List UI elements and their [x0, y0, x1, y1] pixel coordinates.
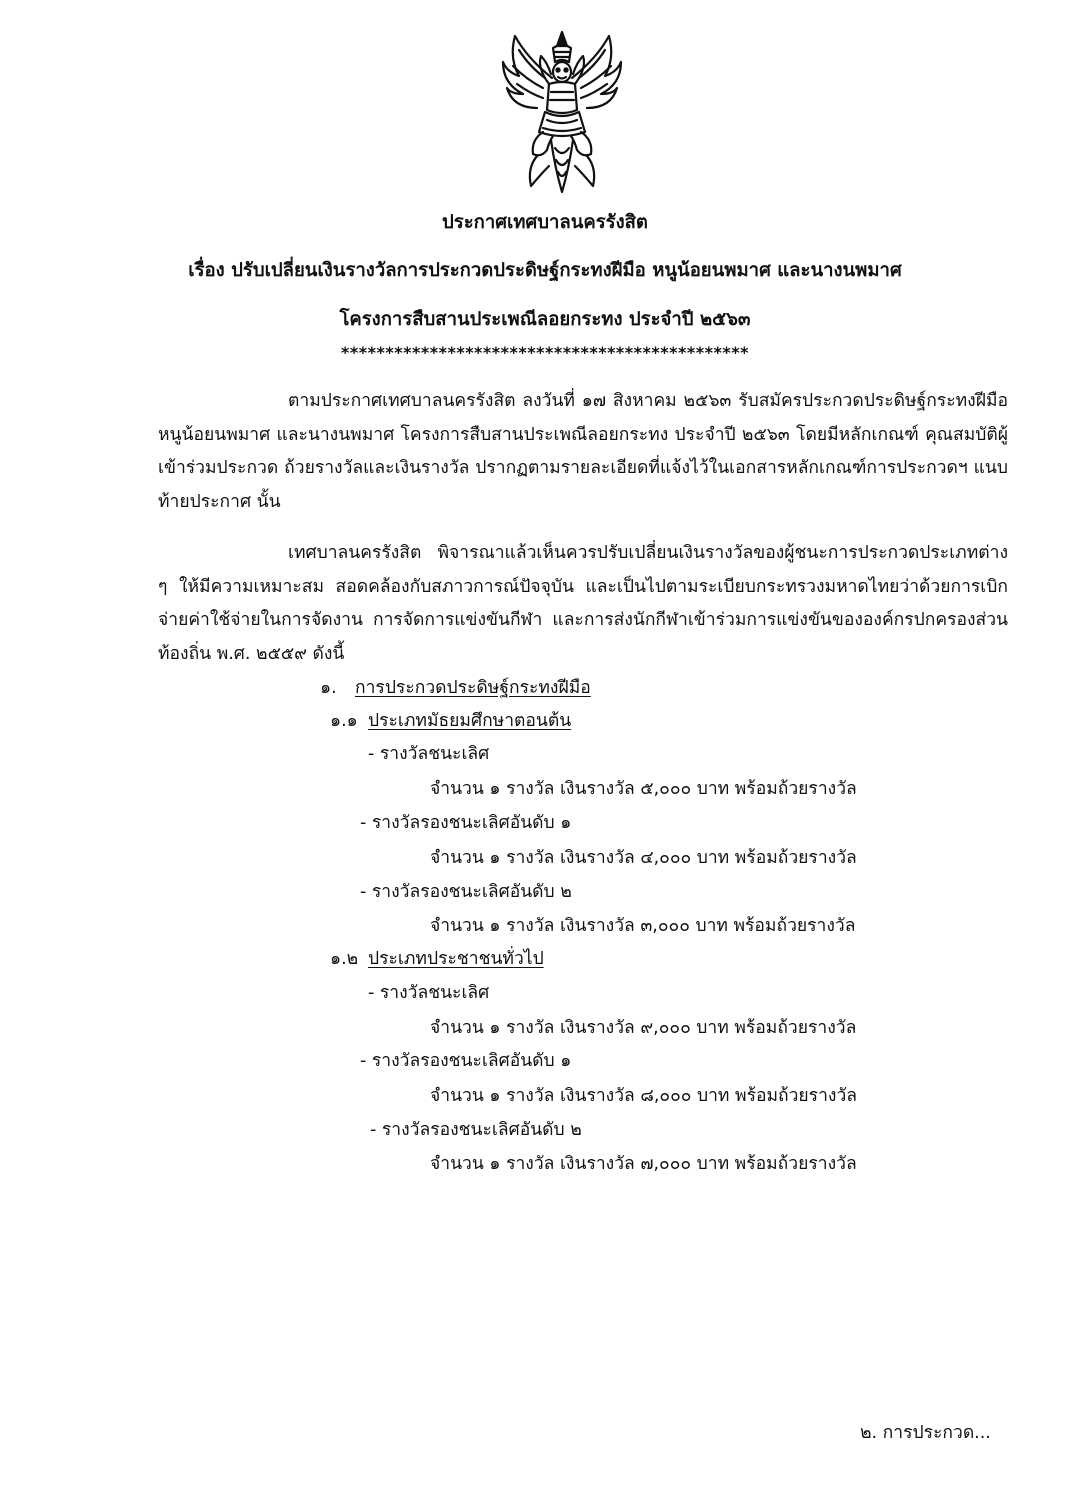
- award-name: - รางวัลรองชนะเลิศอันดับ ๑: [360, 813, 572, 833]
- award-name: - รางวัลรองชนะเลิศอันดับ ๒: [360, 882, 572, 902]
- award-detail: จำนวน ๑ รางวัล เงินรางวัล ๗,๐๐๐ บาท พร้อมถ้วยรางวัล: [430, 1154, 857, 1174]
- subsection-1-2-number: ๑.๒: [330, 949, 359, 969]
- award-detail: จำนวน ๑ รางวัล เงินรางวัล ๘,๐๐๐ บาท พร้อมถ้วยรางวัล: [430, 1086, 858, 1106]
- award-detail: จำนวน ๑ รางวัล เงินรางวัล ๔,๐๐๐ บาท พร้อมถ้วยรางวัล: [430, 848, 857, 868]
- paragraph-1: ตามประกาศเทศบาลนครรังสิต ลงวันที่ ๑๗ สิงหาคม ๒๕๖๓ รับสมัครประกวดประดิษฐ์กระทงฝีมือ หนูน้อยนพมาศ และนางนพมาศ โครงการสืบสานประเพณีลอยกระทง ประจำปี ๒๕๖๓ โดยมีหลักเกณฑ์ คุณสมบัติผู้เข้าร่วมประกวด ถ้วยรางวัลและเงินรางวัล ปรากฏตามรายละเอียดที่แจ้งไว้ในเอกสารหลักเกณฑ์การประกวดฯ แนบท้ายประกาศ นั้น: [158, 391, 1008, 512]
- section-1-number: ๑.: [320, 678, 337, 698]
- paragraph-2: เทศบาลนครรังสิต พิจารณาแล้วเห็นควรปรับเปลี่ยนเงินรางวัลของผู้ชนะการประกวดประเภทต่าง ๆ ให้มีความเหมาะสม สอดคล้องกับสภาวการณ์ปัจจุบัน และเป็นไปตามระเบียบกระทรวงมหาดไทยว่าด้วยการเบิกจ่ายค่าใช้จ่ายในการจัดงาน การจัดการแข่งขันกีฬา และการส่งนักกีฬาเข้าร่วมการแข่งขันขององค์กรปกครองส่วนท้องถิ่น พ.ศ. ๒๕๕๙ ดังนี้: [158, 543, 1008, 664]
- page-continuation: ๒. การประกวด...: [860, 1423, 991, 1443]
- garuda-emblem-icon: [497, 28, 627, 198]
- project-name: โครงการสืบสานประเพณีลอยกระทง ประจำปี ๒๕๖๓: [339, 309, 751, 330]
- divider-stars: **********************************************: [341, 343, 749, 362]
- subsection-1-1-title: ประเภทมัธยมศึกษาตอนต้น: [368, 711, 572, 731]
- award-name: - รางวัลชนะเลิศ: [368, 744, 490, 764]
- award-detail: จำนวน ๑ รางวัล เงินรางวัล ๓,๐๐๐ บาท พร้อมถ้วยรางวัล: [430, 916, 856, 936]
- award-detail: จำนวน ๑ รางวัล เงินรางวัล ๙,๐๐๐ บาท พร้อมถ้วยรางวัล: [430, 1018, 857, 1038]
- subsection-1-1-number: ๑.๑: [330, 711, 358, 731]
- award-name: - รางวัลรองชนะเลิศอันดับ ๒: [370, 1120, 582, 1140]
- award-name: - รางวัลชนะเลิศ: [368, 983, 490, 1003]
- section-1-title: การประกวดประดิษฐ์กระทงฝีมือ: [355, 678, 591, 698]
- subsection-1-2-title: ประเภทประชาชนทั่วไป: [368, 949, 544, 969]
- award-detail: จำนวน ๑ รางวัล เงินรางวัล ๕,๐๐๐ บาท พร้อมถ้วยรางวัล: [430, 779, 857, 799]
- document-title: ประกาศเทศบาลนครรังสิต: [442, 212, 648, 233]
- award-name: - รางวัลรองชนะเลิศอันดับ ๑: [360, 1051, 572, 1071]
- document-subject: เรื่อง ปรับเปลี่ยนเงินรางวัลการประกวดประดิษฐ์กระทงฝีมือ หนูน้อยนพมาศ และนางนพมาศ: [188, 260, 902, 281]
